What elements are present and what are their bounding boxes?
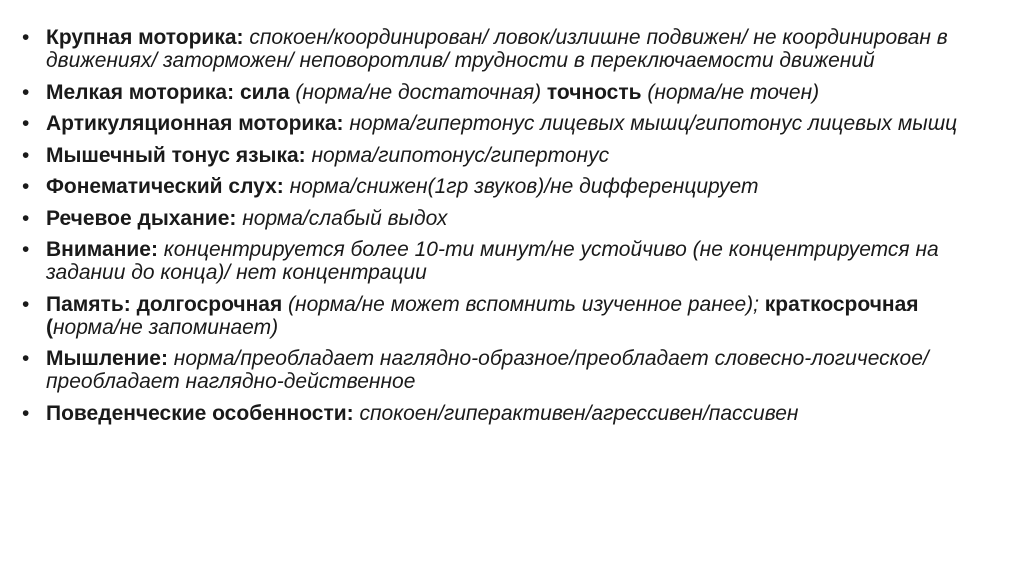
bullet-dot-icon: • bbox=[22, 26, 30, 49]
item-options-text: норма/гипотонус/гипертонус bbox=[305, 143, 610, 167]
item-heading-text: точность bbox=[546, 80, 642, 104]
item-heading-text: Мышление: bbox=[46, 347, 168, 370]
item-heading-text: краткосрочная ( bbox=[46, 292, 919, 339]
list-item bbox=[22, 293, 984, 339]
list-item bbox=[22, 26, 984, 72]
bullet-dot-icon: • bbox=[22, 401, 30, 425]
item-heading-text: Память: долгосрочная bbox=[46, 292, 283, 316]
bullet-dot-icon: • bbox=[22, 80, 30, 104]
bullet-dot-icon: • bbox=[22, 347, 30, 370]
item-options-text: норма/не запоминает) bbox=[53, 315, 279, 339]
item-heading-text: Мелкая моторика: сила bbox=[46, 80, 290, 104]
bullet-dot-icon: • bbox=[22, 206, 30, 230]
item-options-text: спокоен/гиперактивен/агрессивен/пассивен bbox=[353, 401, 799, 425]
item-options-text: норма/снижен(1гр звуков)/не дифференцирует bbox=[283, 175, 759, 198]
list-item bbox=[22, 238, 984, 284]
item-options-text: концентрируется более 10-ти минут/не устойчиво (не концентрируется на задании до конца)/ нет концентрации bbox=[46, 238, 939, 284]
list-item bbox=[22, 207, 984, 230]
list-item bbox=[22, 112, 984, 135]
item-heading-text: Артикуляционная моторика: bbox=[46, 112, 344, 135]
item-options-text: норма/гипертонус лицевых мышц/гипотонус лицевых мышц bbox=[343, 112, 958, 135]
list-item bbox=[22, 402, 984, 425]
list-item bbox=[22, 347, 984, 393]
bullet-dot-icon: • bbox=[22, 112, 30, 135]
item-heading-text: Речевое дыхание: bbox=[46, 206, 237, 230]
item-options-text: норма/слабый выдох bbox=[236, 206, 448, 230]
item-heading-text: Внимание: bbox=[46, 238, 158, 261]
item-heading-text: Мышечный тонус языка: bbox=[46, 143, 306, 167]
bullet-dot-icon: • bbox=[22, 292, 30, 316]
item-heading-text: Фонематический слух: bbox=[46, 175, 284, 198]
item-heading-text: Поведенческие особенности: bbox=[46, 401, 354, 425]
item-options-text: спокоен/координирован/ ловок/излишне подвижен/ не координирован в движениях/ заторможен/ неповоротлив/ трудности в переключаемости движений bbox=[46, 26, 948, 72]
bullet-dot-icon: • bbox=[22, 238, 30, 261]
item-options-text: (норма/не может вспомнить изученное ранее); bbox=[282, 292, 765, 316]
bullet-list bbox=[22, 26, 984, 425]
item-options-text: (норма/не точен) bbox=[641, 80, 820, 104]
item-options-text: (норма/не достаточная) bbox=[289, 80, 547, 104]
list-item bbox=[22, 81, 984, 104]
bullet-dot-icon: • bbox=[22, 175, 30, 198]
list-item bbox=[22, 144, 984, 167]
item-options-text: норма/преобладает наглядно-образное/преобладает словесно-логическое/ преобладает наглядно-действенное bbox=[46, 347, 929, 393]
list-item bbox=[22, 175, 984, 198]
item-heading-text: Крупная моторика: bbox=[46, 26, 244, 49]
bullet-dot-icon: • bbox=[22, 143, 30, 167]
